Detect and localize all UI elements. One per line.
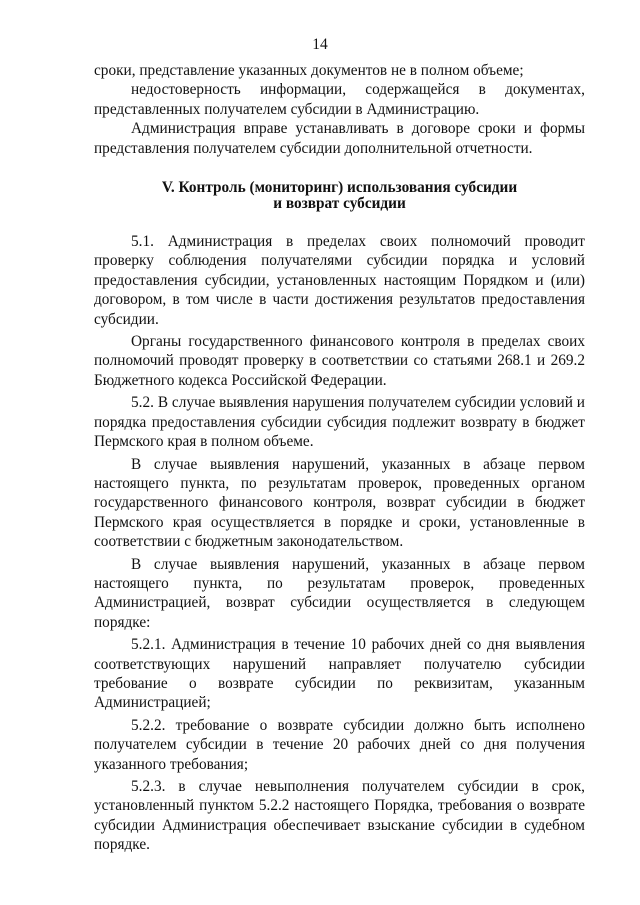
section-heading <box>94 180 585 212</box>
paragraph-5-2-1: 5.2.1. Администрация в течение 10 рабочих дней со дня выявления соответствующих нарушений направляет получателю субсидии требование о возврате субсидии по реквизитам, указанным Администрацией; <box>94 636 585 712</box>
section-heading-line-1: V. Контроль (мониторинг) использования субсидии <box>161 179 518 197</box>
paragraph-5-2-2: 5.2.2. требование о возврате субсидии должно быть исполнено получателем субсидии в течение 20 рабочих дней со дня получения указанного требования; <box>94 716 585 773</box>
paragraph-additional-reporting: Администрация вправе устанавливать в договоре сроки и формы представления получателем субсидии дополнительной отчетности. <box>94 120 585 157</box>
paragraph-5-2-3: 5.2.3. в случае невыполнения получателем субсидии в срок, установленный пунктом 5.2.2 настоящего Порядка, требования о возврате субсидии Администрация обеспечивает взыскание субсидии в судебном порядке. <box>94 778 585 854</box>
paragraph-5-1: 5.1. Администрация в пределах своих полномочий проводит проверку соблюдения получателями субсидии порядка и условий предоставления субсидии, установленных настоящим Порядком и (или) договором, в том числе в части достижения результатов предоставления субсидии. <box>94 233 585 328</box>
paragraph-violations-control: В случае выявления нарушений, указанных в абзаце первом настоящего пункта, по результатам проверок, проведенных органом государственного финансового контроля, возврат субсидии в бюджет Пермского края осуществляется в порядке и сроки, установленные в соответствии с бюджетным законодательством. <box>94 455 585 551</box>
paragraph-unreliable-info: недостоверность информации, содержащейся в документах, представленных получателем субсидии в Администрацию. <box>94 81 585 118</box>
paragraph-violations-administration: В случае выявления нарушений, указанных в абзаце первом настоящего пункта, по результатам проверок, проведенных Администрацией, возврат субсидии осуществляется в следующем порядке: <box>94 555 585 631</box>
paragraph-deadlines: сроки, представление указанных документов не в полном объеме; <box>94 62 524 79</box>
paragraph-financial-control: Органы государственного финансового контроля в пределах своих полномочий проводят проверку в соответствии со статьями 268.1 и 269.2 Бюджетного кодекса Российской Федерации. <box>94 333 585 389</box>
paragraph-5-2: 5.2. В случае выявления нарушения получателем субсидии условий и порядка предоставления субсидии субсидия подлежит возврату в бюджет Пермского края в полном объеме. <box>94 394 585 451</box>
page-number: 14 <box>312 36 328 53</box>
section-heading-line-2: и возврат субсидии <box>273 195 406 213</box>
document-body <box>94 61 585 855</box>
